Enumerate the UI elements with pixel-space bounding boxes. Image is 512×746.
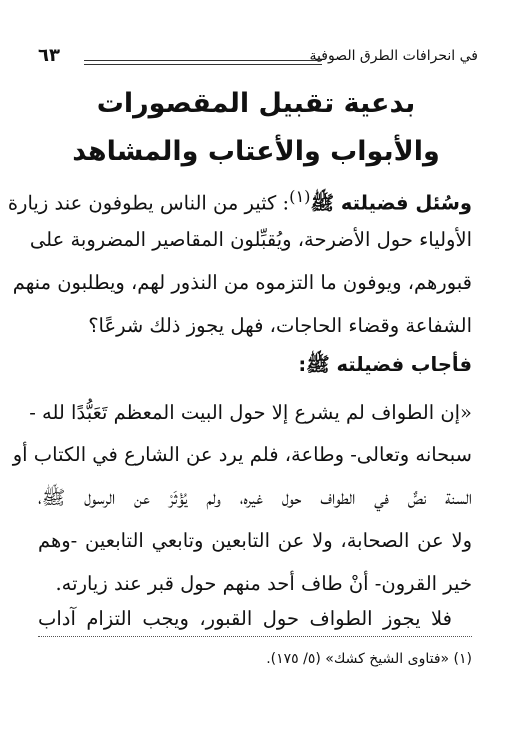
answer-line-3: السنة نصٌّ في الطواف حول غيره، ولم يُؤْثَرْ عن الرسول ﷺ، (38, 486, 472, 509)
answer-line-4: ولا عن الصحابة، ولا عن التابعين وتابعي التابعين -وهم (38, 529, 472, 552)
running-header (38, 44, 478, 80)
answer-line-2: سبحانه وتعالى- وطاعة، فلم يرد عن الشارع في الكتاب أو (12, 443, 472, 466)
footnote-reference: (١) (289, 187, 311, 206)
answer-line-1: «إن الطواف لم يشرع إلا حول البيت المعظم تَعَبُّدًا لله - (29, 401, 472, 424)
answer-lead: فأجاب فضيلته ﷺ: (298, 353, 472, 376)
answer-line-5: خير القرون- أنْ طاف أحد منهم حول قبر عند زيارته. (55, 572, 472, 595)
page-number: ٦٣ (38, 45, 60, 66)
question-line-1-text: : كثير من الناس يطوفون عند زيارة (7, 191, 290, 215)
footnote-separator (38, 636, 472, 637)
section-heading-line-1: بدعية تقبيل المقصورات (96, 88, 416, 119)
question-line-4: الشفاعة وقضاء الحاجات، فهل يجوز ذلك شرعًا؟ (88, 314, 472, 337)
answer-line-6: فلا يجوز الطواف حول القبور، ويجب التزام آداب (38, 607, 452, 630)
footnote: (١) «فتاوى الشيخ كشك» (٥/ ١٧٥). (266, 651, 472, 667)
question-line-1 (7, 182, 472, 219)
question-lead: وسُئل فضيلته ﷺ (310, 191, 472, 215)
section-heading-line-2: والأبواب والأعتاب والمشاهد (72, 136, 440, 167)
question-line-3: قبورهم، ويوفون ما التزموه من النذور لهم، ويطلبون منهم (12, 271, 472, 294)
running-title: في انحرافات الطرق الصوفية (309, 48, 478, 64)
question-line-2: الأولياء حول الأضرحة، ويُقبِّلون المقاصير المضروبة على (29, 228, 472, 251)
header-rule (84, 60, 322, 65)
